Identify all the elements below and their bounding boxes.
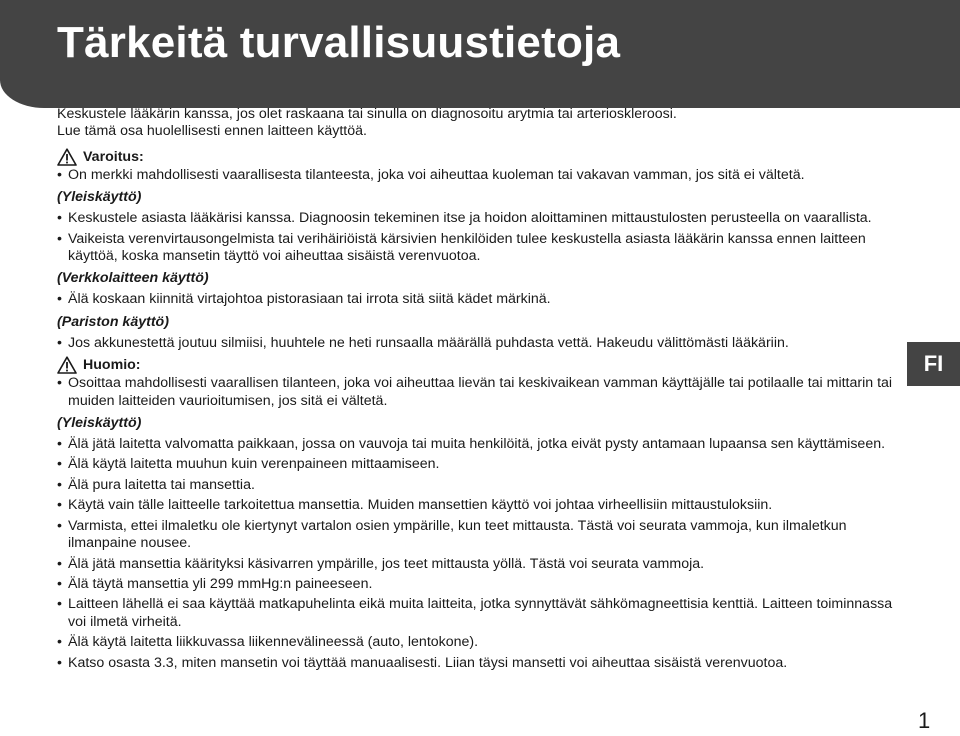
list-item: • Varmista, ettei ilmaletku ole kiertynyt vartalon osien ympärille, kun teet mittausta. Tästä voi seurata vammoja, kun ilmaletkun ilmanpaine nousee. [57,518,903,553]
caution-definition-list [57,375,903,410]
list-item: • Älä pura laitetta tai mansettia. [57,477,903,494]
warning-heading [57,147,903,167]
list-item: • Käytä vain tälle laitteelle tarkoitettua mansettia. Muiden mansettien käyttö voi johtaa virheellisiin mittaustuloksiin. [57,497,903,514]
list-item: • On merkki mahdollisesti vaarallisesta tilanteesta, joka voi aiheuttaa kuoleman tai vakavan vamman, jos sitä ei vältetä. [57,167,903,184]
title-banner [0,0,960,108]
warning-general-list [57,210,903,265]
warning-label: Varoitus: [83,148,144,165]
list-item: • Keskustele asiasta lääkärisi kanssa. Diagnoosin tekeminen itse ja hoidon aloittaminen mittaustulosten perusteella on vaarallista. [57,210,903,227]
list-item: • Älä täytä mansettia yli 299 mmHg:n paineeseen. [57,576,903,593]
warning-triangle-icon [57,148,77,166]
page-title: Tärkeitä turvallisuustietoja [57,18,621,67]
list-item: • Älä jätä laitetta valvomatta paikkaan, jossa on vauvoja tai muita henkilöitä, jotka eivät pysty antamaan lupaansa sen käyttämiseen. [57,436,903,453]
battery-list [57,335,903,352]
safety-content [57,106,903,675]
page-number: 1 [918,708,931,733]
adapter-list [57,291,903,308]
intro-text [57,106,903,141]
intro-line: Lue tämä osa huolellisesti ennen laitteen käyttöä. [57,123,367,140]
warning-general-heading: (Yleiskäyttö) [57,189,142,206]
caution-heading [57,355,903,375]
list-item: • Katso osasta 3.3, miten mansetin voi täyttää manuaalisesti. Liian täysi mansetti voi aiheuttaa sisäistä verenvuotoa. [57,655,903,672]
list-item: • Älä käytä laitetta liikkuvassa liikennevälineessä (auto, lentokone). [57,634,903,651]
adapter-heading: (Verkkolaitteen käyttö) [57,270,209,287]
list-item: • Älä käytä laitetta muuhun kuin verenpaineen mittaamiseen. [57,456,903,473]
warning-definition-list [57,167,903,184]
caution-general-list [57,436,903,672]
list-item: • Jos akkunestettä joutuu silmiisi, huuhtele ne heti runsaalla määrällä puhdasta vettä. Hakeudu välittömästi lääkäriin. [57,335,903,352]
list-item: • Laitteen lähellä ei saa käyttää matkapuhelinta eikä muita laitteita, jotka synnyttävät sähkömagneettisia kenttiä. Laitteen toiminnassa voi ilmetä virheitä. [57,596,903,631]
list-item: • Älä jätä mansettia käärityksi käsivarren ympärille, jos teet mittausta yöllä. Tästä voi seurata vammoja. [57,556,903,573]
intro-line: Keskustele lääkärin kanssa, jos olet raskaana tai sinulla on diagnosoitu arytmia tai arterioskleroosi. [57,106,677,122]
caution-label: Huomio: [83,357,141,374]
list-item: • Vaikeista verenvirtausongelmista tai verihäiriöistä kärsivien henkilöiden tulee keskustella asiasta lääkärin kanssa ennen laitteen käyttöä, koska mansetin täyttö voi aiheuttaa sisäistä verenvuotoa. [57,231,903,266]
list-item: • Älä koskaan kiinnitä virtajohtoa pistorasiaan tai irrota sitä siitä kädet märkinä. [57,291,903,308]
language-tab: FI [907,342,960,386]
list-item: • Osoittaa mahdollisesti vaarallisen tilanteen, joka voi aiheuttaa lievän tai keskivaikean vamman käyttäjälle tai potilaalle tai mittarin tai muiden laitteiden vaurioitumisen, jos sitä ei vältetä. [57,375,903,410]
caution-general-heading: (Yleiskäyttö) [57,415,142,432]
warning-triangle-icon [57,356,77,374]
battery-heading: (Pariston käyttö) [57,313,169,330]
